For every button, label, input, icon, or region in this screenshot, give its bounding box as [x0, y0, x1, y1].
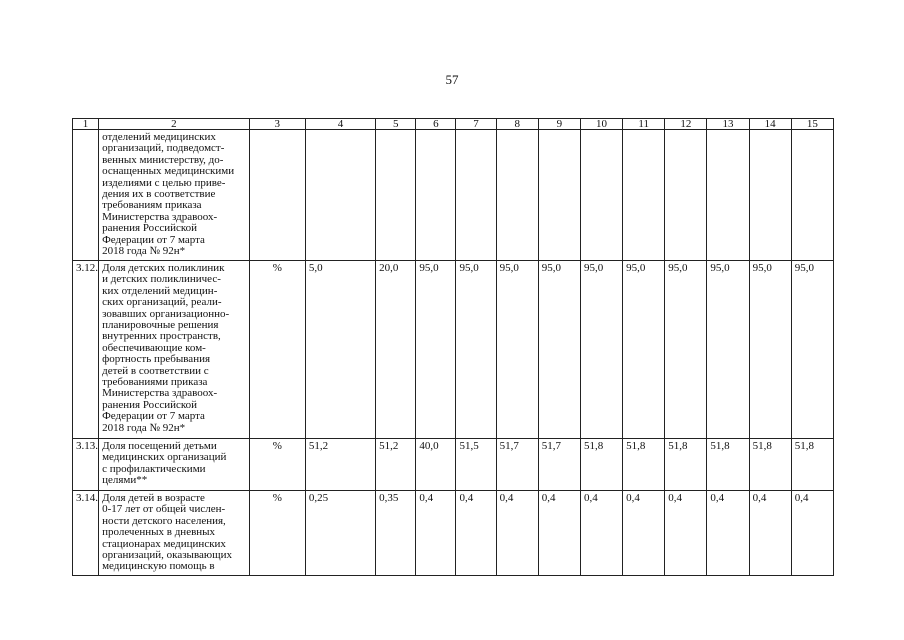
row-description: Доля посещений детьми медицинских организаций с профилактическими целями**: [99, 439, 250, 491]
row-value: 0,4: [665, 491, 707, 576]
row-value: 95,0: [791, 261, 833, 439]
row-description: Доля детей в возрасте 0-17 лет от общей числен- ности детского населения, пролеченных в дневных стационарах медицинских организаций, оказывающих медицинскую помощь в: [99, 491, 250, 576]
column-header: 1: [73, 119, 99, 130]
row-description: отделений медицинских организаций, подведомст- венных министерству, до- оснащенных медицинскими изделиями с целью приве- дения их в соответствие требованиям приказа Министерства здравоох- ранения Российской Федерации от 7 марта 2018 года № 92н*: [99, 130, 250, 261]
row-value: 0,4: [749, 491, 791, 576]
row-value: 5,0: [305, 261, 375, 439]
row-value: [791, 130, 833, 261]
row-value: 95,0: [538, 261, 580, 439]
row-value: 51,2: [376, 439, 416, 491]
row-value: 0,4: [791, 491, 833, 576]
row-value: 95,0: [623, 261, 665, 439]
row-value: [416, 130, 456, 261]
row-value: [623, 130, 665, 261]
row-value: [496, 130, 538, 261]
row-value: [376, 130, 416, 261]
column-header: 7: [456, 119, 496, 130]
row-number: 3.12.: [73, 261, 99, 439]
row-unit: [249, 130, 305, 261]
column-header: 3: [249, 119, 305, 130]
column-header: 14: [749, 119, 791, 130]
row-value: 95,0: [496, 261, 538, 439]
row-value: 95,0: [749, 261, 791, 439]
row-value: [538, 130, 580, 261]
row-value: 51,2: [305, 439, 375, 491]
row-value: 95,0: [416, 261, 456, 439]
row-value: 0,4: [416, 491, 456, 576]
row-value: [305, 130, 375, 261]
column-header: 9: [538, 119, 580, 130]
row-value: 0,4: [707, 491, 749, 576]
column-header: 5: [376, 119, 416, 130]
row-value: [707, 130, 749, 261]
row-value: 0,4: [456, 491, 496, 576]
row-value: 51,8: [749, 439, 791, 491]
row-value: 51,8: [580, 439, 622, 491]
row-value: 0,35: [376, 491, 416, 576]
column-header: 13: [707, 119, 749, 130]
row-unit: %: [249, 491, 305, 576]
row-value: 20,0: [376, 261, 416, 439]
row-value: [580, 130, 622, 261]
row-value: 51,8: [623, 439, 665, 491]
row-value: 51,8: [791, 439, 833, 491]
row-value: 95,0: [665, 261, 707, 439]
column-header: 6: [416, 119, 456, 130]
row-value: [665, 130, 707, 261]
table-row: [73, 491, 834, 576]
row-unit: %: [249, 261, 305, 439]
row-description: Доля детских поликлиник и детских поликлиничес- ких отделений медицин- ских организаций, реали- зовавших организационно- планировочные решения внутренних пространств, обеспечивающие ком- фортность пребывания детей в соответствии с требованиями приказа Министерства здравоох- ранения Российской Федерации от 7 марта 2018 года № 92н*: [99, 261, 250, 439]
row-value: 51,7: [538, 439, 580, 491]
row-value: 0,4: [580, 491, 622, 576]
page-number: 57: [445, 72, 459, 87]
row-value: 51,8: [707, 439, 749, 491]
column-header: 2: [99, 119, 250, 130]
row-value: 51,8: [665, 439, 707, 491]
column-header: 15: [791, 119, 833, 130]
column-header: 8: [496, 119, 538, 130]
row-value: 51,5: [456, 439, 496, 491]
table-row: [73, 261, 834, 439]
indicators-table: [72, 118, 834, 576]
row-number: 3.14.: [73, 491, 99, 576]
row-value: 95,0: [707, 261, 749, 439]
row-value: 95,0: [580, 261, 622, 439]
row-value: 40,0: [416, 439, 456, 491]
row-number: [73, 130, 99, 261]
row-number: 3.13.: [73, 439, 99, 491]
column-header: 10: [580, 119, 622, 130]
column-header: 11: [623, 119, 665, 130]
column-header: 4: [305, 119, 375, 130]
row-unit: %: [249, 439, 305, 491]
row-value: 0,4: [496, 491, 538, 576]
column-header-row: [73, 119, 834, 130]
row-value: 0,4: [623, 491, 665, 576]
row-value: 0,4: [538, 491, 580, 576]
column-header: 12: [665, 119, 707, 130]
table-row: [73, 130, 834, 261]
table-row: [73, 439, 834, 491]
row-value: 51,7: [496, 439, 538, 491]
row-value: 0,25: [305, 491, 375, 576]
row-value: 95,0: [456, 261, 496, 439]
row-value: [456, 130, 496, 261]
row-value: [749, 130, 791, 261]
